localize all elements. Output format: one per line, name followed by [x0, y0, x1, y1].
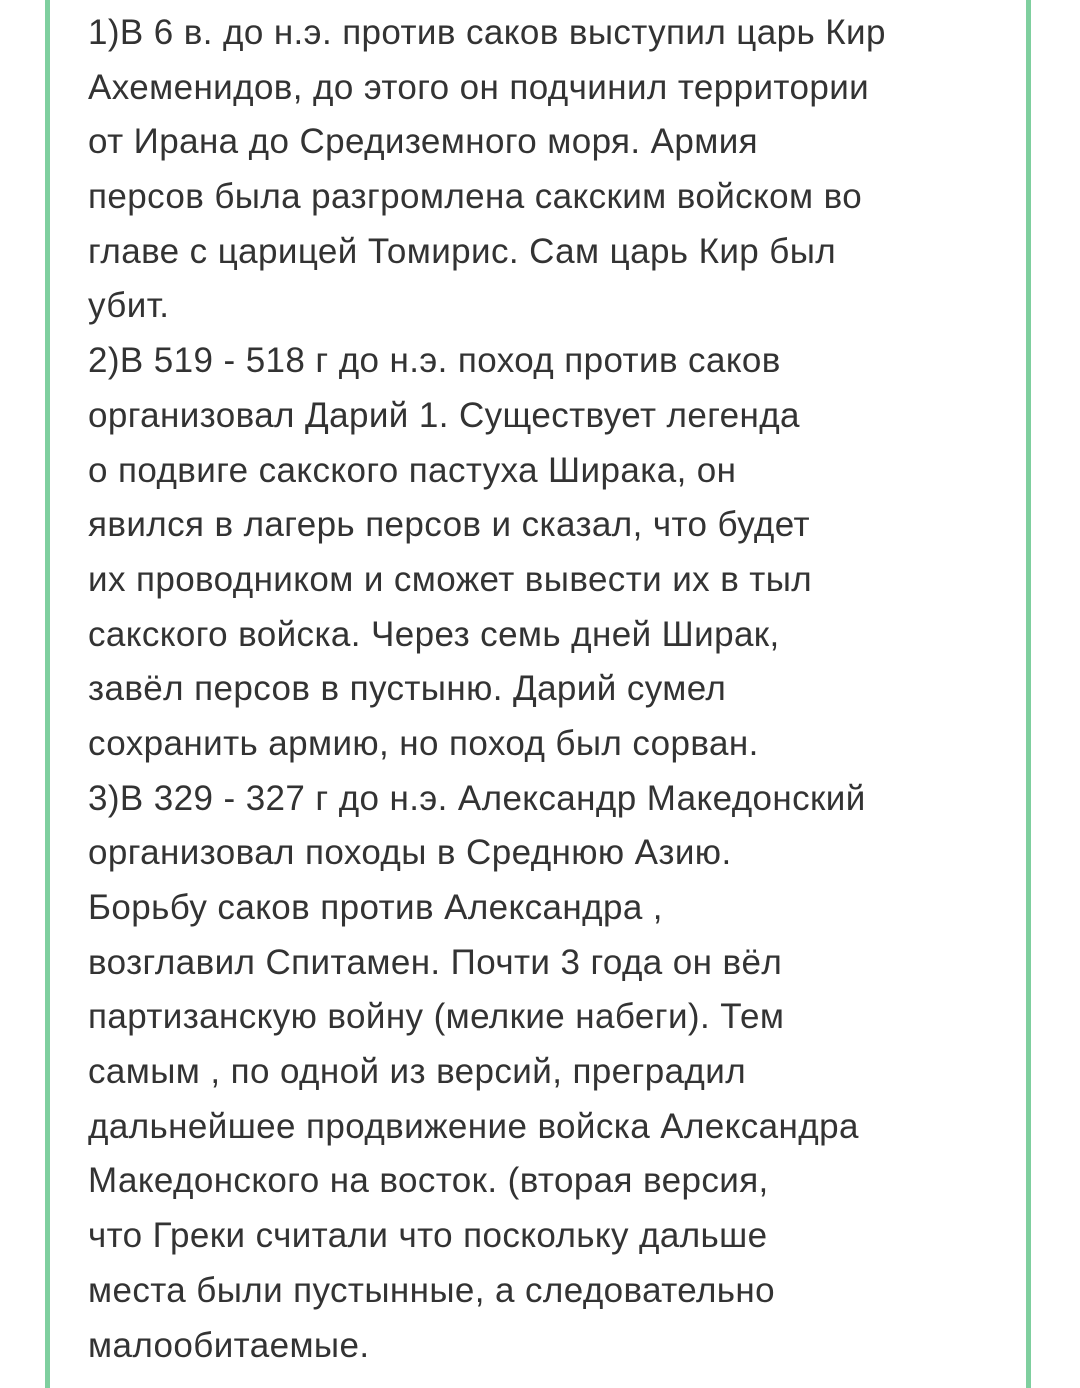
- answer-line: организовал походы в Среднюю Азию.: [88, 833, 732, 873]
- answer-line: явился в лагерь персов и сказал, что будет: [88, 505, 810, 545]
- answer-line: персов была разгромлена сакским войском во: [88, 177, 863, 217]
- answer-line: Борьбу саков против Александра ,: [88, 888, 663, 927]
- answer-line: самым , по одной из версий, преградил: [88, 1052, 747, 1092]
- answer-line: возглавил Спитамен. Почти 3 года он вёл: [88, 942, 783, 982]
- answer-line: о подвиге сакского пастуха Ширака, он: [88, 450, 737, 490]
- answer-line: их проводником и сможет вывести их в тыл: [88, 559, 813, 599]
- answer-line: 2)В 519 - 518 г до н.э. поход против саков: [88, 341, 781, 381]
- answer-line: главе с царицей Томирис. Сам царь Кир был: [88, 231, 837, 271]
- answer-line: Македонского на восток. (вторая версия,: [88, 1161, 769, 1201]
- answer-line: места были пустынные, а следовательно: [88, 1270, 776, 1310]
- answer-line: сохранить армию, но поход был сорван.: [88, 723, 759, 763]
- answer-line: убит.: [88, 286, 170, 326]
- answer-line: 1)В 6 в. до н.э. против саков выступил царь Кир: [88, 13, 886, 52]
- answer-line: 3)В 329 - 327 г до н.э. Александр Македонский: [88, 778, 866, 818]
- answer-line: малообитаемые.: [88, 1325, 370, 1365]
- answer-line: Ахеменидов, до этого он подчинил территории: [88, 67, 870, 107]
- answer-line: организовал Дарий 1. Существует легенда: [88, 395, 800, 435]
- answer-line: дальнейшее продвижение войска Александра: [88, 1106, 859, 1146]
- answer-text: [88, 6, 1008, 1373]
- answer-line: что Греки считали что поскольку дальше: [88, 1216, 768, 1256]
- answer-line: партизанскую войну (мелкие набеги). Тем: [88, 997, 785, 1037]
- answer-line: сакского войска. Через семь дней Ширак,: [88, 614, 780, 654]
- answer-line: завёл персов в пустыню. Дарий сумел: [88, 669, 727, 709]
- answer-line: от Ирана до Средиземного моря. Армия: [88, 122, 759, 162]
